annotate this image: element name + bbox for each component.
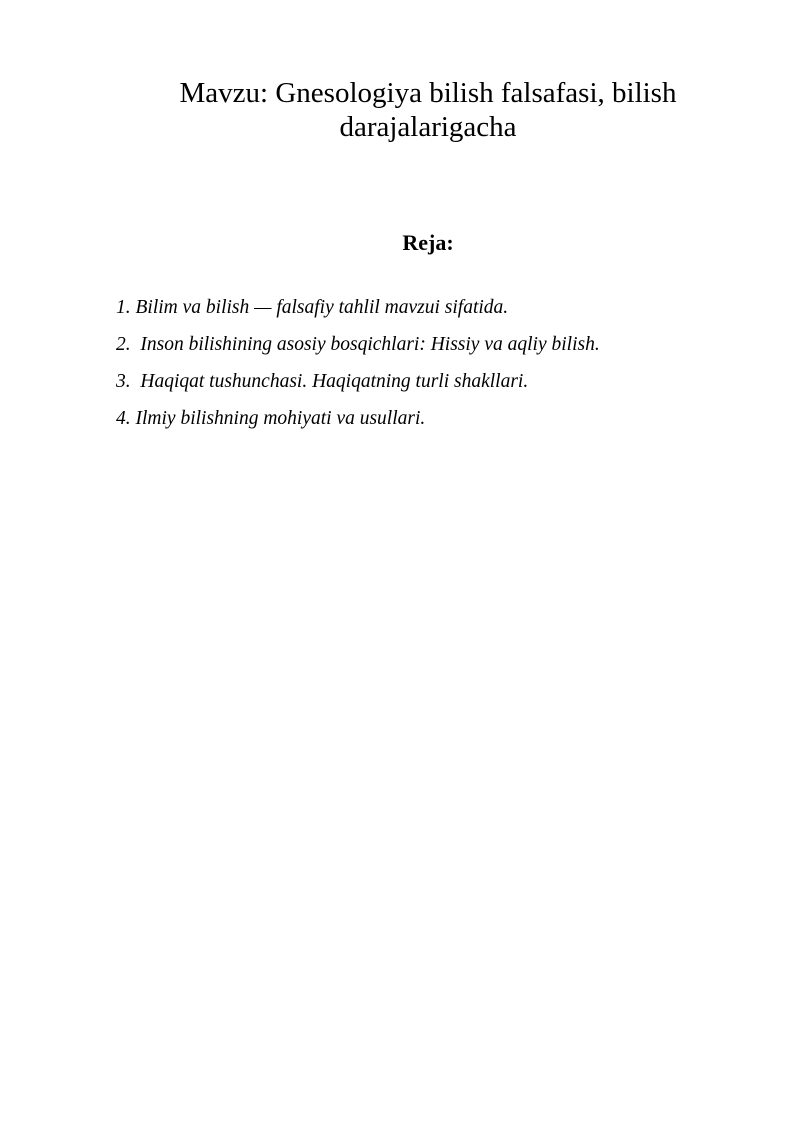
plan-list (116, 296, 756, 444)
document-title-line-1: Mavzu: Gnesologiya bilish falsafasi, bilish (179, 77, 677, 109)
plan-item-1: 1. Bilim va bilish — falsafiy tahlil mavzui sifatida. (116, 297, 509, 318)
plan-item-3: 3. Haqiqat tushunchasi. Haqiqatning turli shakllari. (116, 371, 529, 392)
document-title (150, 76, 706, 144)
document-title-line-2: darajalarigacha (339, 111, 517, 143)
plan-heading: Reja: (402, 230, 454, 255)
plan-item-4: 4. Ilmiy bilishning mohiyati va usullari. (116, 408, 426, 429)
plan-item-2: 2. Inson bilishining asosiy bosqichlari: Hissiy va aqliy bilish. (116, 334, 600, 355)
